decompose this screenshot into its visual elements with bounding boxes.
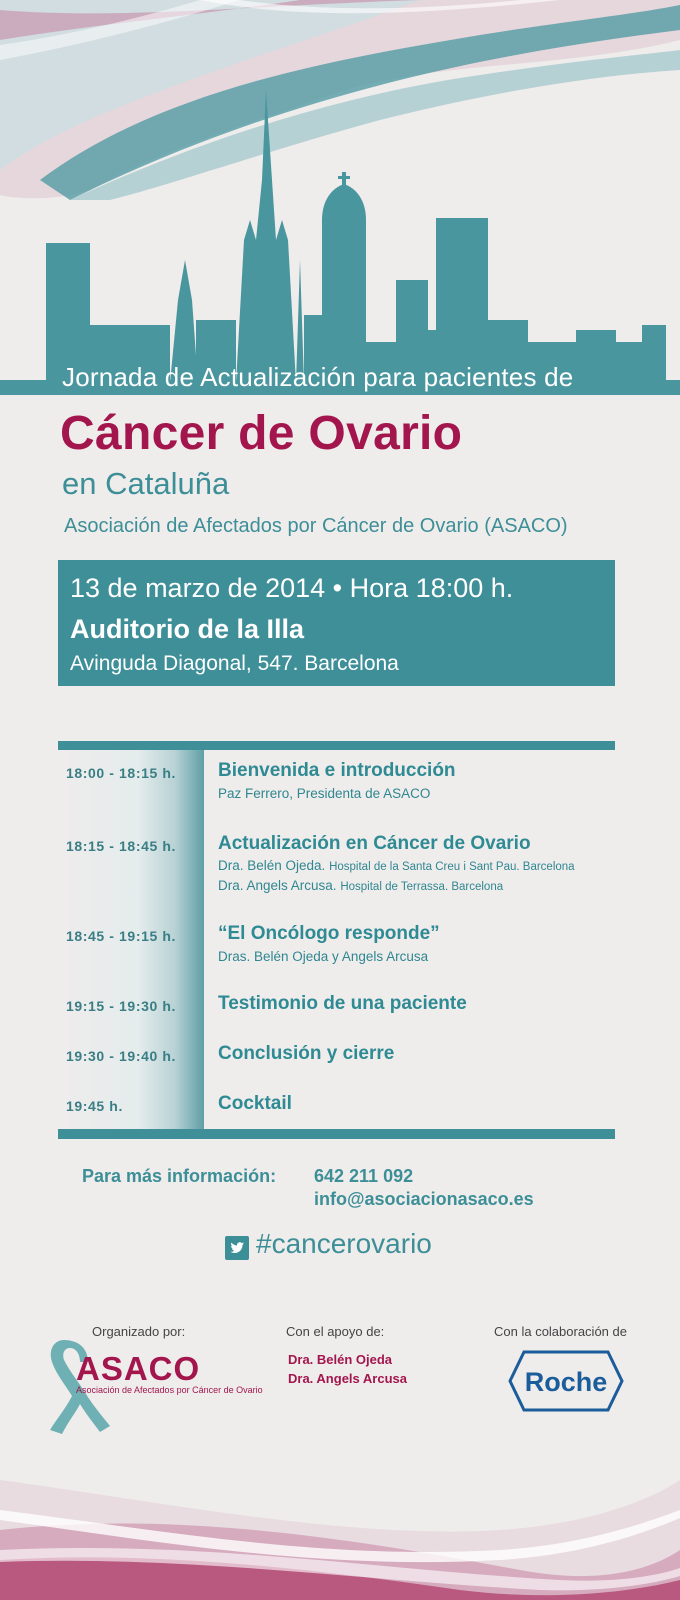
program-speaker-affiliation: Hospital de Terrassa. Barcelona xyxy=(340,881,504,893)
asaco-logo-subtitle: Asociación de Afectados por Cáncer de Ovario xyxy=(76,1385,263,1395)
barcelona-skyline-graphic xyxy=(0,80,680,400)
program-bottom-rule xyxy=(58,1129,615,1139)
event-subtitle: en Cataluña xyxy=(62,466,230,501)
program-title: Bienvenida e introducción xyxy=(218,760,456,781)
program-title: Conclusión y cierre xyxy=(218,1043,395,1064)
contact-phone[interactable]: 642 211 092 xyxy=(314,1166,414,1186)
program-speaker: Dras. Belén Ojeda y Angels Arcusa xyxy=(218,949,429,964)
venue-address: Avinguda Diagonal, 547. Barcelona xyxy=(70,652,399,675)
event-date-time: 13 de marzo de 2014 • Hora 18:00 h. xyxy=(70,573,514,603)
twitter-icon[interactable] xyxy=(225,1236,249,1260)
contact-email[interactable]: info@asociacionasaco.es xyxy=(314,1189,534,1209)
program-speaker: Paz Ferrero, Presidenta de ASACO xyxy=(218,786,431,801)
roche-logo-text: Roche xyxy=(524,1367,608,1397)
support-name: Dra. Belén Ojeda xyxy=(288,1352,393,1367)
collaboration-label: Con la colaboración de xyxy=(494,1324,627,1339)
organizer-name: Asociación de Afectados por Cáncer de Ovario (ASACO) xyxy=(64,515,568,537)
program-time: 18:45 - 19:15 h. xyxy=(66,928,176,944)
support-names xyxy=(288,1350,407,1388)
program-time: 19:30 - 19:40 h. xyxy=(66,1048,176,1064)
program-time: 18:00 - 18:15 h. xyxy=(66,765,176,781)
event-intro-line: Jornada de Actualización para pacientes de xyxy=(62,362,574,392)
support-label: Con el apoyo de: xyxy=(286,1324,385,1339)
program-speaker: Dra. Angels Arcusa. Hospital de Terrassa. Barcelona xyxy=(218,878,504,893)
organized-by-label: Organizado por: xyxy=(92,1324,186,1339)
program-title: Actualización en Cáncer de Ovario xyxy=(218,833,531,854)
program-title: Testimonio de una paciente xyxy=(218,993,467,1014)
program-title: Cocktail xyxy=(218,1093,292,1114)
asaco-logo-text: ASACO xyxy=(76,1350,201,1387)
support-name: Dra. Angels Arcusa xyxy=(288,1371,407,1386)
program-time: 19:45 h. xyxy=(66,1098,123,1114)
contact-label: Para más información: xyxy=(82,1166,277,1186)
hashtag[interactable]: #cancerovario xyxy=(256,1228,432,1259)
program-title: “El Oncólogo responde” xyxy=(218,923,440,944)
roche-logo xyxy=(508,1350,624,1412)
program-speaker-affiliation: Hospital de la Santa Creu i Sant Pau. Barcelona xyxy=(329,861,575,873)
venue-name: Auditorio de la Illa xyxy=(70,614,305,644)
program-time: 19:15 - 19:30 h. xyxy=(66,998,176,1014)
program-time: 18:15 - 18:45 h. xyxy=(66,838,176,854)
program-top-rule xyxy=(58,741,615,750)
event-title: Cáncer de Ovario xyxy=(60,407,463,460)
bottom-wave-decoration xyxy=(0,1420,680,1600)
program-speaker: Dra. Belén Ojeda. Hospital de la Santa Creu i Sant Pau. Barcelona xyxy=(218,858,575,873)
